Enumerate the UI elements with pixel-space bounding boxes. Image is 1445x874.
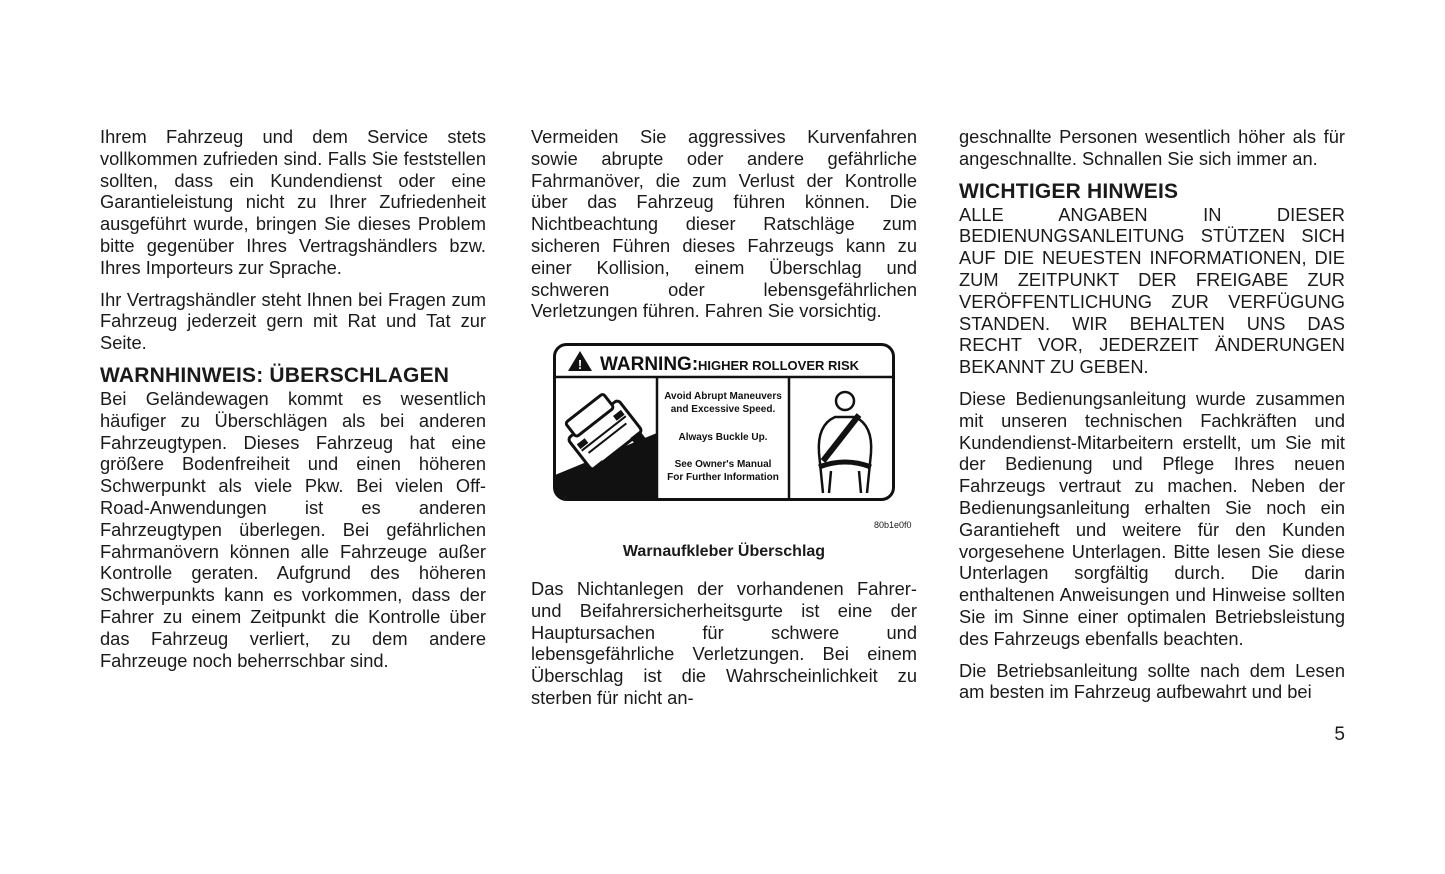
svg-text:!: ! [577,357,583,372]
paragraph: Vermeiden Sie aggressives Kurvenfahren sowie abrupte oder andere gefährliche Fahrmanöver, die zum Verlust der Kontrolle über das Fahrzeug führen können. Die Nichtbeachtung dieser Ratschläge zum sicheren Führen dieses Fahrzeugs kann zu einer Kollision, einem Überschlag und schweren oder lebensgefährlichen Verletzungen führen. Fahren Sie vorsichtig. [531,126,917,322]
label-line-1b: and Excessive Speed. [670,404,776,415]
paragraph: Das Nichtanlegen der vorhandenen Fahrer- und Beifahrersicherheitsgurte ist eine der Hauptursachen für schwere und lebensgefährliche Verletzungen. Bei einem Überschlag ist die Wahrscheinlichkeit zu sterben für nicht an- [531,578,917,708]
warning-label-graphic [553,343,895,501]
figure-caption: Warnaufkleber Überschlag [622,543,826,560]
label-line-1a: Avoid Abrupt Maneuvers [664,391,782,402]
paragraph: Bei Geländewagen kommt es wesentlich häufiger zu Überschlägen als bei anderen Fahrzeugtypen. Dieses Fahrzeug hat eine größere Bodenfreiheit und einen höheren Schwerpunkt als viele Pkw. Bei vielen Off-Road-Anwendungen ist es anderen Fahrzeugtypen überlegen. Bei gefährlichen Fahrmanövern können alle Fahrzeuge außer Kontrolle geraten. Aufgrund des höheren Schwerpunkts kann es vorkommen, dass der Fahrer zu einem Zeitpunkt die Kontrolle über das Fahrzeug verliert, zu dem andere Fahrzeuge noch beherrschbar sind. [100,387,486,671]
column-middle-lower [531,578,917,719]
label-code: 80b1e0f0 [874,520,912,530]
page-number: 5 [1334,724,1345,745]
paragraph-notice: ALLE ANGABEN IN DIESER BEDIENUNGSANLEITUNG STÜTZEN SICH AUF DIE NEUESTEN INFORMATIONEN, DIE ZUM ZEITPUNKT DER FREIGABE ZUR VERÖFFENTLICHUNG ZUR VERFÜGUNG STANDEN. WIR BEHALTEN UNS DAS RECHT VOR, JEDERZEIT ÄNDERUNGEN BEKANNT ZU GEBEN. [959,203,1345,378]
column-middle [531,126,917,332]
label-warning-rest: HIGHER ROLLOVER RISK [698,358,860,373]
label-warning-word: WARNING: [600,354,699,375]
paragraph: Die Betriebsanleitung sollte nach dem Lesen am besten im Fahrzeug aufbewahrt und bei [959,659,1345,703]
paragraph: Ihrem Fahrzeug und dem Service stets vollkommen zufrieden sind. Falls Sie feststellen sollten, dass ein Kundendienst oder eine Garantieleistung nicht zu Ihrer Zufriedenheit ausgeführt wurde, bringen Sie dieses Problem bitte gegenüber Ihres Vertragshändlers bzw. Ihres Importeurs zur Sprache. [100,126,486,278]
section-heading-rollover: WARNHINWEIS: ÜBERSCHLAGEN [100,363,450,387]
label-line-3a: See Owner's Manual [674,459,772,470]
paragraph: Diese Bedienungsanleitung wurde zusammen mit unseren technischen Fachkräften und Kundendienst-Mitarbeitern erstellt, um Sie mit der Bedienung und Pflege Ihres neuen Fahrzeugs vertraut zu machen. Neben der Bedienungsanleitung erhalten Sie noch ein Garantieheft und weitere für den Kunden vorgesehene Unterlagen. Bitte lesen Sie diese Unterlagen sorgfältig durch. Die darin enthaltenen Anweisungen und Hinweise sollten Sie im Sinne einer optimalen Betriebsleistung des Fahrzeugs ebenfalls beachten. [959,387,1345,649]
rollover-warning-label [553,343,895,501]
column-left [100,126,486,681]
label-line-2: Always Buckle Up. [678,432,768,443]
label-line-3b: For Further Information [667,472,779,483]
paragraph: Ihr Vertragshändler steht Ihnen bei Fragen zum Fahrzeug jederzeit gern mit Rat und Tat zur Seite. [100,288,486,354]
paragraph: geschnallte Personen wesentlich höher als für angeschnallte. Schnallen Sie sich immer an. [959,126,1345,169]
column-right [959,126,1345,713]
section-heading-important-notice: WICHTIGER HINWEIS [959,179,1179,203]
